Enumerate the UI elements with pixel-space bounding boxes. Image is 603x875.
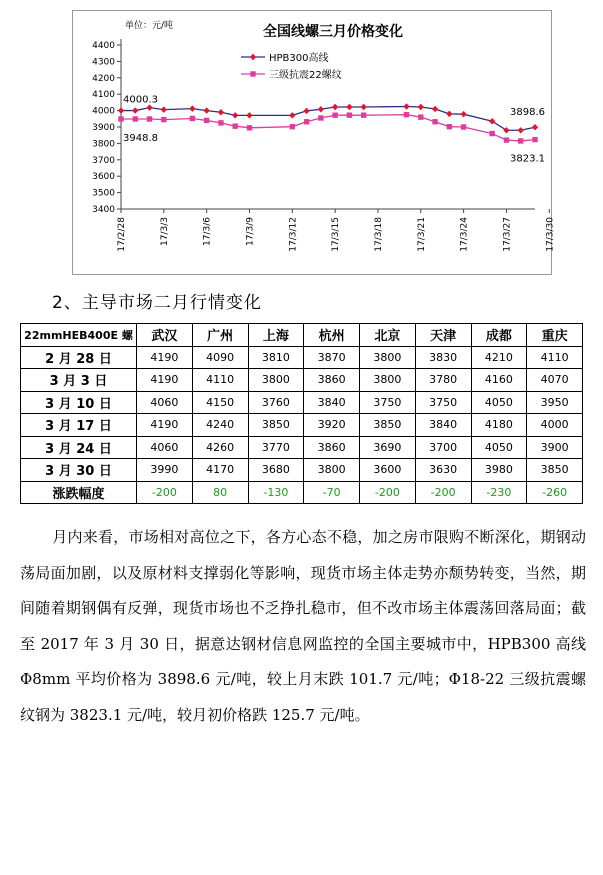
city-header: 武汉 bbox=[137, 324, 193, 347]
x-tick-label: 17/3/24 bbox=[459, 217, 470, 252]
x-tick-label: 17/3/9 bbox=[245, 217, 256, 246]
x-tick-label: 17/3/30 bbox=[545, 217, 556, 252]
data-point bbox=[161, 117, 166, 122]
data-point bbox=[218, 120, 223, 125]
price-cell: 3850 bbox=[527, 459, 583, 482]
data-point bbox=[289, 112, 295, 118]
price-cell: 4050 bbox=[471, 436, 527, 459]
price-cell: 3860 bbox=[304, 369, 360, 392]
price-chart-canvas bbox=[73, 11, 556, 274]
data-point bbox=[247, 125, 252, 130]
x-tick-label: 17/3/6 bbox=[202, 217, 213, 246]
price-cell: 3750 bbox=[360, 391, 416, 414]
data-point bbox=[532, 124, 538, 130]
data-point bbox=[418, 114, 423, 119]
price-cell: 3990 bbox=[137, 459, 193, 482]
data-point bbox=[504, 137, 509, 142]
data-point bbox=[332, 104, 338, 110]
data-point bbox=[404, 112, 409, 117]
x-tick-label: 17/3/27 bbox=[502, 217, 513, 252]
data-point bbox=[161, 106, 167, 112]
y-tick-label: 3600 bbox=[92, 172, 115, 183]
price-cell: 3800 bbox=[248, 369, 304, 392]
price-cell: 4060 bbox=[137, 436, 193, 459]
price-cell: 4180 bbox=[471, 414, 527, 437]
data-point bbox=[361, 112, 366, 117]
price-cell: 4110 bbox=[192, 369, 248, 392]
price-cell: 3840 bbox=[304, 391, 360, 414]
price-chart bbox=[72, 10, 556, 275]
data-point bbox=[446, 111, 452, 117]
y-tick-label: 4200 bbox=[92, 73, 115, 84]
y-tick-label: 3700 bbox=[92, 155, 115, 166]
section-heading: 2、主导市场二月行情变化 bbox=[52, 293, 262, 313]
price-cell: 3830 bbox=[415, 346, 471, 369]
price-cell: 4150 bbox=[192, 391, 248, 414]
change-cell: -200 bbox=[137, 481, 193, 504]
data-point bbox=[147, 116, 152, 121]
data-point bbox=[246, 112, 252, 118]
data-point bbox=[118, 107, 124, 113]
table-corner-header: 22mmHEB400E 螺 bbox=[21, 324, 137, 347]
table-row bbox=[21, 346, 583, 369]
city-header: 天津 bbox=[415, 324, 471, 347]
price-cell: 3750 bbox=[415, 391, 471, 414]
price-cell: 4190 bbox=[137, 369, 193, 392]
change-cell: -230 bbox=[471, 481, 527, 504]
city-header: 杭州 bbox=[304, 324, 360, 347]
data-point bbox=[432, 106, 438, 112]
data-point bbox=[489, 131, 494, 136]
data-point bbox=[233, 123, 238, 128]
data-point bbox=[133, 116, 138, 121]
change-cell: -260 bbox=[527, 481, 583, 504]
row-date: 3 月 24 日 bbox=[21, 436, 137, 459]
price-cell: 3760 bbox=[248, 391, 304, 414]
price-cell: 4190 bbox=[137, 414, 193, 437]
change-cell: -70 bbox=[304, 481, 360, 504]
data-point bbox=[204, 118, 209, 123]
y-tick-label: 3800 bbox=[92, 139, 115, 150]
y-tick-label: 3400 bbox=[92, 205, 115, 215]
price-cell: 4000 bbox=[527, 414, 583, 437]
change-cell: -200 bbox=[360, 481, 416, 504]
x-tick-label: 17/2/28 bbox=[117, 217, 127, 252]
data-point bbox=[118, 116, 123, 121]
table-row bbox=[21, 436, 583, 459]
legend-label: HPB300高线 bbox=[269, 53, 329, 64]
value-annotation: 3948.8 bbox=[123, 132, 158, 144]
change-row bbox=[21, 481, 583, 504]
row-date: 2 月 28 日 bbox=[21, 346, 137, 369]
price-cell: 4190 bbox=[137, 346, 193, 369]
y-tick-label: 3900 bbox=[92, 123, 115, 133]
chart-unit-label: 单位：元/吨 bbox=[125, 21, 174, 31]
table-row bbox=[21, 459, 583, 482]
data-point bbox=[347, 112, 352, 117]
table-row bbox=[21, 369, 583, 392]
data-point bbox=[318, 115, 323, 120]
price-cell: 3700 bbox=[415, 436, 471, 459]
price-cell: 4090 bbox=[192, 346, 248, 369]
city-header: 重庆 bbox=[527, 324, 583, 347]
price-cell: 3840 bbox=[415, 414, 471, 437]
data-point bbox=[518, 138, 523, 143]
price-cell: 3800 bbox=[360, 369, 416, 392]
change-row-label: 涨跌幅度 bbox=[21, 481, 137, 504]
change-cell: -200 bbox=[415, 481, 471, 504]
price-cell: 4160 bbox=[471, 369, 527, 392]
y-tick-label: 4400 bbox=[92, 41, 115, 51]
data-point bbox=[346, 104, 352, 110]
price-cell: 3810 bbox=[248, 346, 304, 369]
price-cell: 3680 bbox=[248, 459, 304, 482]
legend-label: 三级抗震22螺纹 bbox=[269, 70, 342, 81]
row-date: 3 月 17 日 bbox=[21, 414, 137, 437]
city-header: 北京 bbox=[360, 324, 416, 347]
data-point bbox=[432, 119, 437, 124]
row-date: 3 月 3 日 bbox=[21, 369, 137, 392]
price-cell: 3860 bbox=[304, 436, 360, 459]
y-tick-label: 4000 bbox=[92, 106, 115, 117]
price-cell: 3800 bbox=[360, 346, 416, 369]
price-cell: 3870 bbox=[304, 346, 360, 369]
legend-marker bbox=[250, 71, 255, 76]
data-point bbox=[218, 109, 224, 115]
price-cell: 4210 bbox=[471, 346, 527, 369]
city-header: 广州 bbox=[192, 324, 248, 347]
x-tick-label: 17/3/3 bbox=[159, 217, 170, 246]
x-tick-label: 17/3/21 bbox=[416, 217, 427, 252]
data-point bbox=[232, 112, 238, 118]
data-point bbox=[332, 112, 337, 117]
data-point bbox=[189, 105, 195, 111]
y-tick-label: 3500 bbox=[92, 188, 115, 199]
legend-marker bbox=[250, 54, 256, 60]
price-cell: 3800 bbox=[304, 459, 360, 482]
price-cell: 4050 bbox=[471, 391, 527, 414]
y-tick-label: 4100 bbox=[92, 90, 115, 101]
price-cell: 3780 bbox=[415, 369, 471, 392]
data-point bbox=[518, 127, 524, 133]
row-date: 3 月 30 日 bbox=[21, 459, 137, 482]
data-point bbox=[360, 104, 366, 110]
price-cell: 3850 bbox=[248, 414, 304, 437]
analysis-paragraph bbox=[20, 520, 586, 733]
data-point bbox=[489, 118, 495, 124]
price-cell: 3900 bbox=[527, 436, 583, 459]
data-point bbox=[318, 106, 324, 112]
price-cell: 3770 bbox=[248, 436, 304, 459]
y-tick-label: 4300 bbox=[92, 57, 115, 68]
series-line-rebar bbox=[121, 115, 535, 141]
price-cell: 3950 bbox=[527, 391, 583, 414]
value-annotation: 3898.6 bbox=[510, 107, 545, 119]
data-point bbox=[303, 108, 309, 114]
price-cell: 4110 bbox=[527, 346, 583, 369]
data-point bbox=[403, 103, 409, 109]
x-tick-label: 17/3/18 bbox=[373, 217, 384, 252]
price-cell: 4170 bbox=[192, 459, 248, 482]
x-tick-label: 17/3/12 bbox=[288, 217, 299, 252]
data-point bbox=[304, 119, 309, 124]
price-cell: 4070 bbox=[527, 369, 583, 392]
table-body bbox=[21, 346, 583, 504]
price-cell: 3920 bbox=[304, 414, 360, 437]
price-cell: 3980 bbox=[471, 459, 527, 482]
table-row bbox=[21, 414, 583, 437]
data-point bbox=[532, 137, 537, 142]
price-cell: 3690 bbox=[360, 436, 416, 459]
change-cell: -130 bbox=[248, 481, 304, 504]
data-point bbox=[290, 124, 295, 129]
market-price-table bbox=[20, 323, 583, 504]
change-cell: 80 bbox=[192, 481, 248, 504]
analysis-paragraph-text: 月内来看，市场相对高位之下，各方心态不稳，加之房市限购不断深化，期钢动荡局面加剧，以及原材料支撑弱化等影响，现货市场主体走势亦颓势转变，当然，期间随着期钢偶有反弹，现货市场也不乏挣扎稳市，但不改市场主体震荡回落局面；截至 2017 年 3 月 30 日，据意达钢材信息网监控的全国主要城市中，HPB300 高线Φ8mm 平均价格为 3898.6 元/吨，较上月末跌 101.7 元/吨；Φ18-22 三级抗震螺纹钢为 3823.1 元/吨，较月初价格跌 125.7 元/吨。 bbox=[20, 528, 586, 724]
price-cell: 4260 bbox=[192, 436, 248, 459]
data-point bbox=[460, 111, 466, 117]
price-cell: 3600 bbox=[360, 459, 416, 482]
data-point bbox=[461, 124, 466, 129]
table-row bbox=[21, 391, 583, 414]
data-point bbox=[203, 107, 209, 113]
city-header: 成都 bbox=[471, 324, 527, 347]
data-point bbox=[132, 107, 138, 113]
data-point bbox=[503, 127, 509, 133]
table-header-row bbox=[21, 324, 583, 347]
price-cell: 4240 bbox=[192, 414, 248, 437]
price-cell: 3630 bbox=[415, 459, 471, 482]
chart-title: 全国线螺三月价格变化 bbox=[263, 24, 403, 40]
data-point bbox=[190, 116, 195, 121]
x-tick-label: 17/3/15 bbox=[331, 217, 342, 252]
city-header: 上海 bbox=[248, 324, 304, 347]
price-cell: 4060 bbox=[137, 391, 193, 414]
price-cell: 3850 bbox=[360, 414, 416, 437]
data-point bbox=[447, 124, 452, 129]
value-annotation: 3823.1 bbox=[510, 153, 545, 165]
data-point bbox=[418, 104, 424, 110]
row-date: 3 月 10 日 bbox=[21, 391, 137, 414]
value-annotation: 4000.3 bbox=[123, 94, 158, 106]
